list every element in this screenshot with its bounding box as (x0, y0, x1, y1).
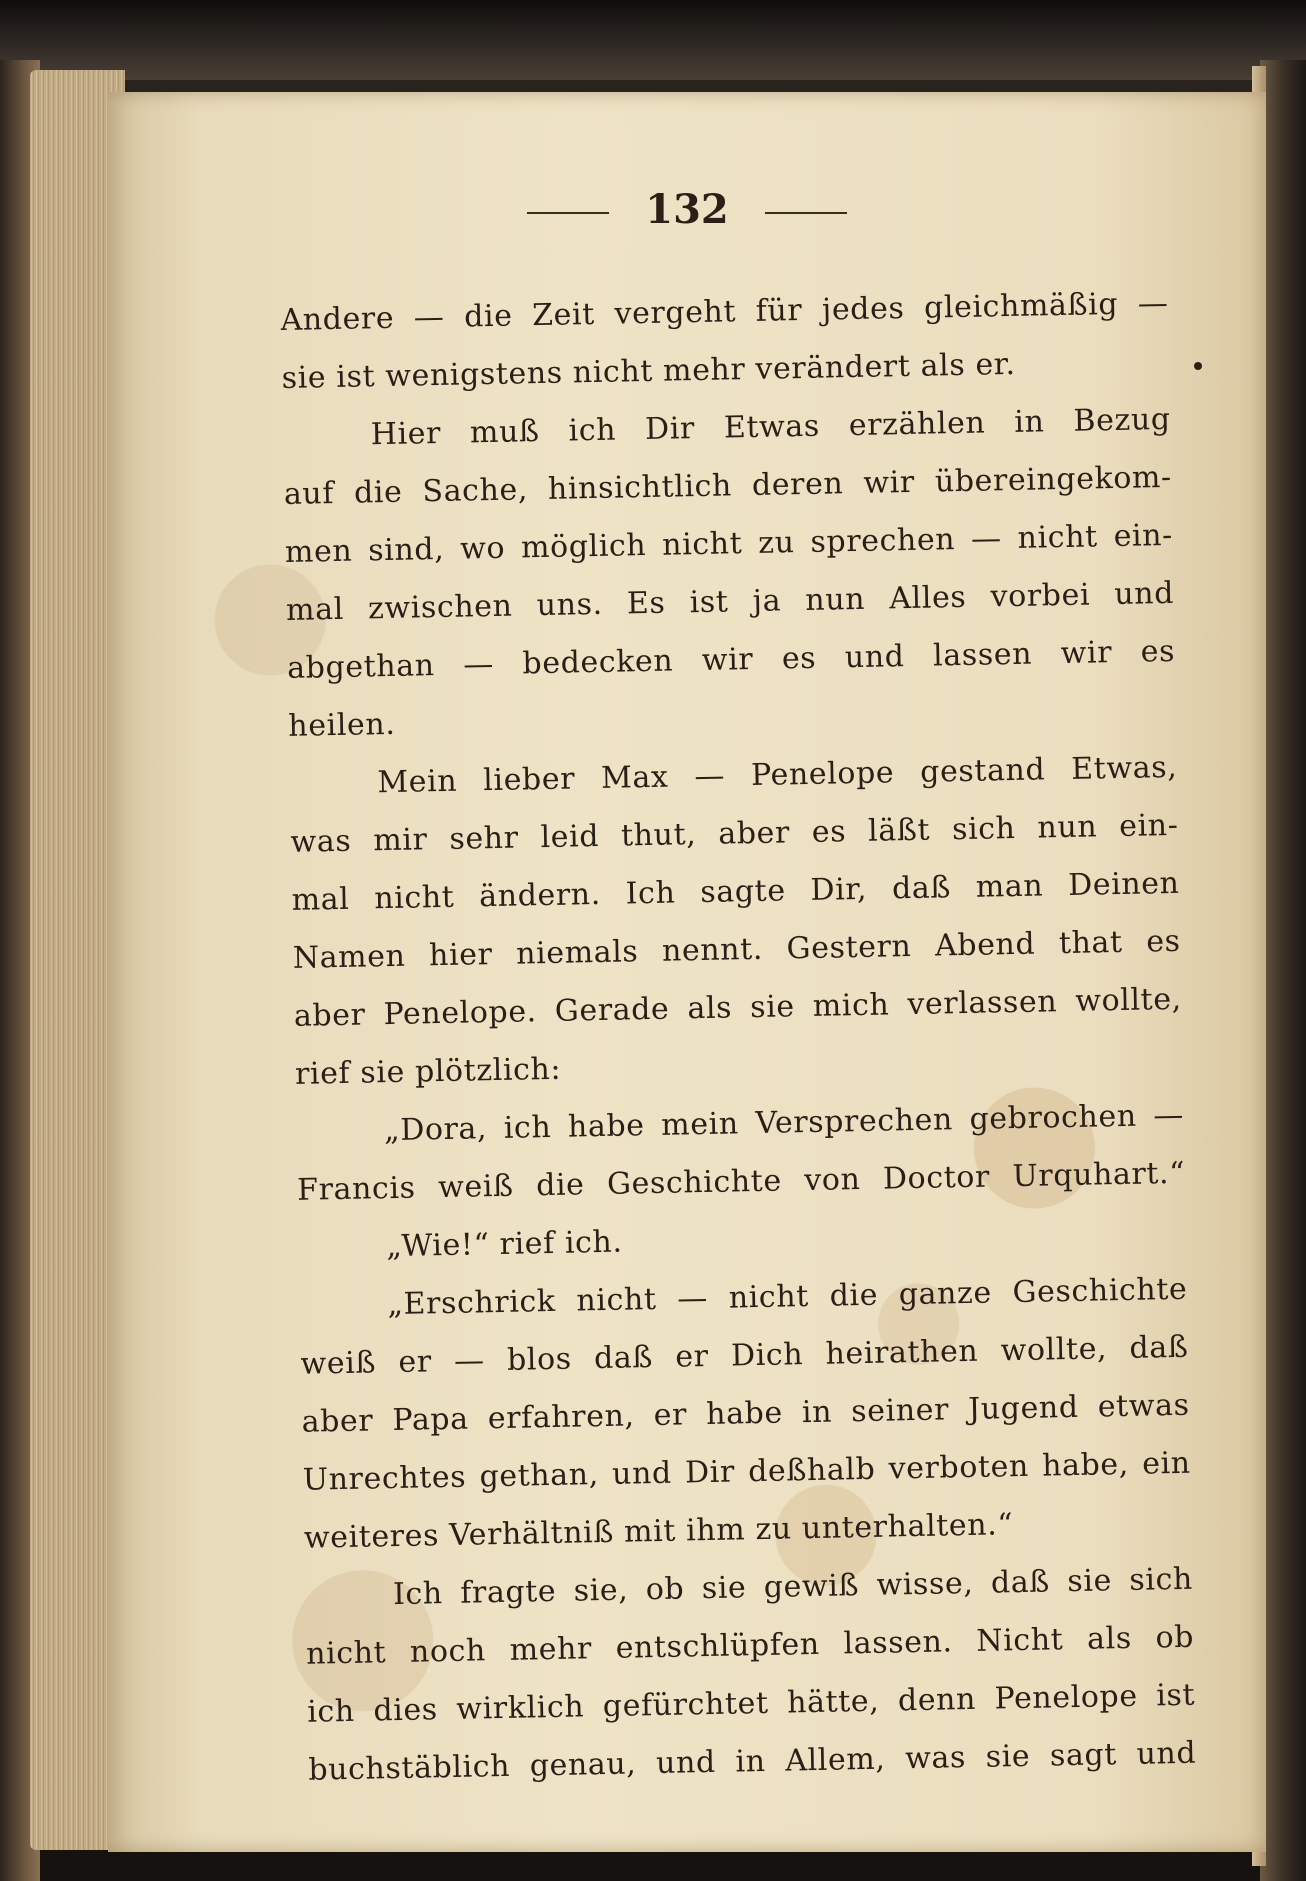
text-line: sie ist wenigstens nicht mehr verändert als er. (281, 346, 1016, 396)
text-line: aber Papa erfahren, er habe in seiner Jugend etwas (301, 1387, 1190, 1440)
text-line: abgethan — bedecken wir es und lassen wir es (286, 633, 1176, 686)
text-line: weiteres Verhältniß mit ihm zu unterhalten.“ (303, 1507, 1014, 1556)
header-rule-right (765, 212, 847, 214)
header-rule-left (527, 212, 609, 214)
text-line: ich dies wirklich gefürchtet hätte, denn Penelope ist (306, 1677, 1196, 1730)
text-line: Francis weiß die Geschichte von Doctor Urquhart.“ (296, 1155, 1186, 1208)
book-binding-right (1260, 60, 1306, 1881)
text-line: Ich fragte sie, ob sie gewiß wisse, daß sie sich (392, 1561, 1194, 1613)
book-binding-top (0, 0, 1306, 80)
text-line: Hier muß ich Dir Etwas erzählen in Bezug (370, 401, 1171, 453)
text-line: buchstäblich genau, und in Allem, was sie sagt und (308, 1735, 1197, 1788)
ink-speck (1194, 362, 1202, 370)
page-number: 132 (645, 186, 729, 233)
text-line: „Wie!“ rief ich. (386, 1224, 623, 1265)
text-line: heilen. (288, 706, 396, 744)
text-line: Mein lieber Max — Penelope gestand Etwas, (377, 749, 1178, 801)
text-line: Namen hier niemals nennt. Gestern Abend that es (292, 923, 1181, 976)
text-line: Andere — die Zeit vergeht für jedes gleichmäßig — (280, 285, 1169, 338)
text-line: rief sie plötzlich: (294, 1051, 562, 1092)
page-header (108, 186, 1266, 233)
text-line: mal zwischen uns. Es ist ja nun Alles vorbei und (285, 575, 1175, 628)
text-line: aber Penelope. Gerade als sie mich verlassen wollte, (293, 981, 1183, 1034)
text-line: Unrechtes gethan, und Dir deßhalb verboten habe, ein (302, 1445, 1191, 1498)
book-page (108, 92, 1266, 1852)
text-line: was mir sehr leid thut, aber es läßt sich nun ein- (290, 807, 1179, 860)
text-line: auf die Sache, hinsichtlich deren wir übereingekom- (283, 459, 1173, 512)
text-line: nicht noch mehr entschlüpfen lassen. Nicht als ob (305, 1619, 1195, 1672)
text-line: „Dora, ich habe mein Versprechen gebrochen — (383, 1097, 1185, 1149)
text-line: weiß er — blos daß er Dich heirathen wollte, daß (300, 1329, 1189, 1382)
body-text (280, 275, 1197, 1800)
text-line: mal nicht ändern. Ich sagte Dir, daß man Deinen (291, 865, 1180, 918)
text-line: men sind, wo möglich nicht zu sprechen — nicht ein- (284, 517, 1174, 570)
text-line: „Erschrick nicht — nicht die ganze Geschichte (387, 1271, 1188, 1323)
